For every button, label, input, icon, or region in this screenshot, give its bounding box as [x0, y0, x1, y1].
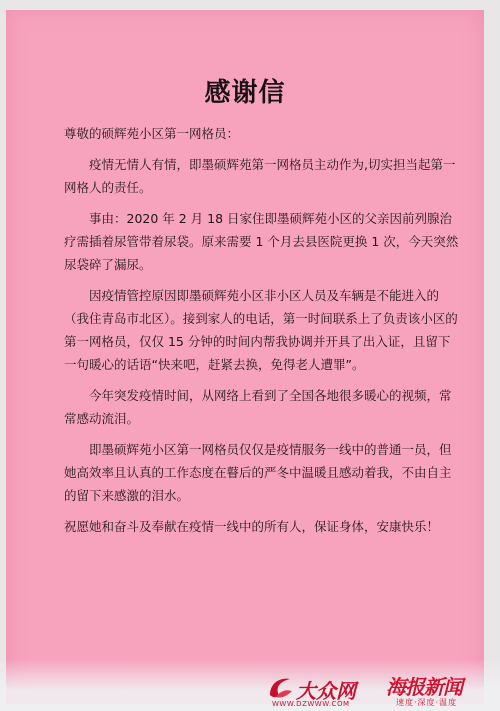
dazhong-logo-text: 大众网 [296, 679, 356, 703]
paragraph: 因疫情管控原因即墨硕辉苑小区非小区人员及车辆是不能进入的（我住青岛市北区）。接到家人的电话，第一时间联系上了负责该小区的第一网格员，仅仅 15 分钟的时间内帮我协调并开具了出入证，且留下一句暖心的话语“快来吧，赶紧去换，免得老人遭罪”。 [64, 288, 458, 372]
letter-sheet [6, 10, 484, 704]
paragraph: 即墨硕辉苑小区第一网格员仅仅是疫情服务一线中的普通一员，但她高效率且认真的工作态度在瞽后的严冬中温暖且感动着我，不由自主的留下来感激的泪水。 [64, 442, 452, 503]
swirl-logo-icon [266, 673, 294, 701]
watermark-footer [0, 659, 500, 711]
haibao-logo-text: 海报新闻 [386, 675, 462, 699]
dazhong-logo-url: WWW.DZWWW.COM [272, 700, 350, 708]
paragraph: 疫情无情人有情，即墨硕辉苑第一网格员主动作为,切实担当起第一网格人的责任。 [64, 157, 456, 195]
haibao-logo-tagline: 速度·深度·温度 [396, 698, 458, 707]
dazhong-logo [266, 673, 356, 701]
letter-title: 感谢信 [204, 78, 286, 108]
paragraph: 事由：2020 年 2 月 18 日家住即墨硕辉苑小区的父亲因前列腺治疗需插着尿管带着尿袋。原来需要 1 个月去县医院更换 1 次，今天突然尿袋碎了漏尿。 [64, 211, 459, 272]
salutation: 尊敬的硕辉苑小区第一网格员： [64, 126, 240, 141]
closing-wish: 祝愿她和奋斗及奉献在疫情一线中的所有人，保证身体，安康快乐！ [64, 519, 440, 534]
letter-body [64, 122, 460, 546]
paragraph: 今年突发疫情时间，从网络上看到了全国各地很多暖心的视频，常常感动流泪。 [64, 388, 452, 426]
